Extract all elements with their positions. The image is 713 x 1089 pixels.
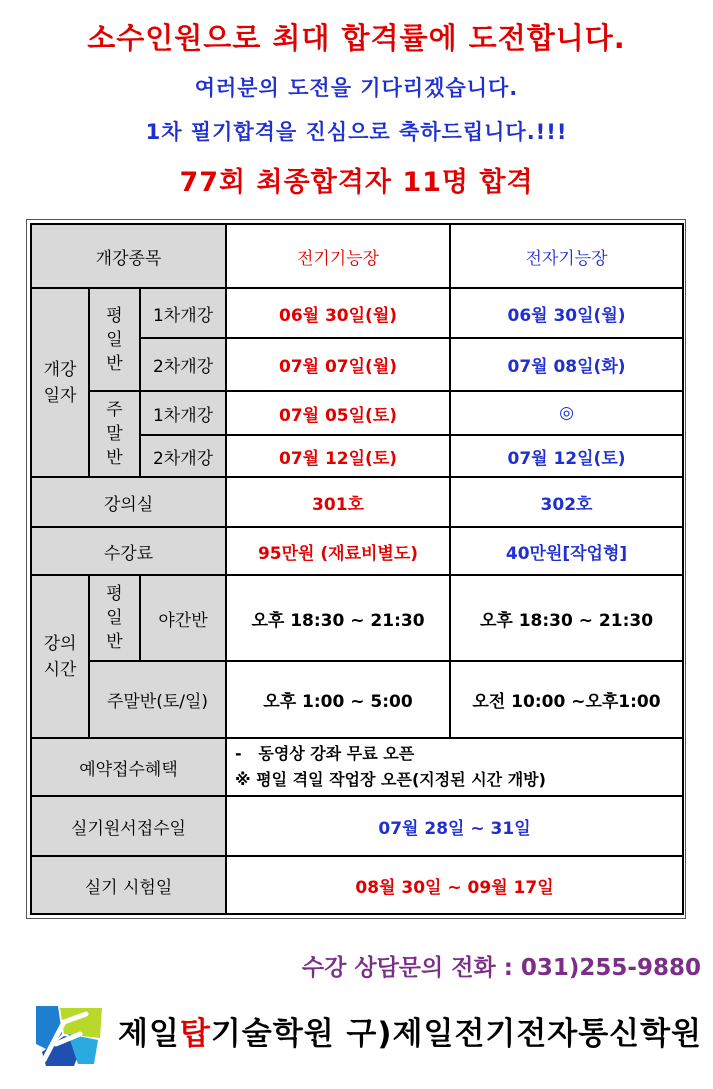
classroom-electric: 301호 bbox=[226, 477, 450, 527]
first-open-label: 1차개강 bbox=[140, 288, 226, 338]
table-row bbox=[31, 796, 683, 856]
weekday-label: 평 일 반 bbox=[89, 288, 140, 391]
col-electronic: 전자기능장 bbox=[450, 224, 683, 288]
brand-prefix: 제일 bbox=[118, 1016, 180, 1052]
brand-suffix: 기술학원 구)제일전기전자통신학원 bbox=[210, 1016, 703, 1052]
start-date-label: 개강 일자 bbox=[31, 288, 89, 477]
table-row bbox=[31, 527, 683, 575]
schedule-table bbox=[30, 223, 684, 915]
col-electric: 전기기능장 bbox=[226, 224, 450, 288]
weekend-label: 주 말 반 bbox=[89, 391, 140, 477]
classroom-electronic: 302호 bbox=[450, 477, 683, 527]
weekend-time-electric: 오후 1:00 ~ 5:00 bbox=[226, 661, 450, 738]
benefit-content bbox=[226, 738, 683, 796]
benefit-label: 예약접수혜택 bbox=[31, 738, 226, 796]
weekend-1-electric: 07월 05일(토) bbox=[226, 391, 450, 435]
subheadline-1: 여러분의 도전을 기다리겠습니다. bbox=[194, 76, 519, 100]
night-electric: 오후 18:30 ~ 21:30 bbox=[226, 575, 450, 661]
fee-label: 수강료 bbox=[31, 527, 226, 575]
exam-label: 실기 시험일 bbox=[31, 856, 226, 914]
first-open-label: 1차개강 bbox=[140, 391, 226, 435]
weekday-2-electric: 07월 07일(월) bbox=[226, 338, 450, 391]
academy-name bbox=[118, 1008, 702, 1053]
application-label: 실기원서접수일 bbox=[31, 796, 226, 856]
pass-result: 77회 최종합격자 11명 합격 bbox=[179, 167, 534, 198]
weekday-label: 평 일 반 bbox=[89, 575, 140, 661]
application-value: 07월 28일 ~ 31일 bbox=[226, 796, 683, 856]
benefit-item: ※ 평일 격일 작업장 오픈(지정된 시간 개방) bbox=[235, 770, 546, 789]
table-row bbox=[31, 856, 683, 914]
course-label: 개강종목 bbox=[31, 224, 226, 288]
table-row bbox=[31, 224, 683, 288]
headline: 소수인원으로 최대 합격률에 도전합니다. bbox=[87, 21, 626, 55]
table-row bbox=[31, 575, 683, 661]
weekday-2-electronic: 07월 08일(화) bbox=[450, 338, 683, 391]
lecture-time-label: 강의 시간 bbox=[31, 575, 89, 738]
classroom-label: 강의실 bbox=[31, 477, 226, 527]
table-row bbox=[31, 391, 683, 435]
weekend-class-label: 주말반(토/일) bbox=[89, 661, 226, 738]
contact-phone: 수강 상담문의 전화 : 031)255-9880 bbox=[301, 955, 701, 981]
table-row bbox=[31, 477, 683, 527]
weekday-1-electronic: 06월 30일(월) bbox=[450, 288, 683, 338]
table-row bbox=[31, 738, 683, 796]
exam-value: 08월 30일 ~ 09월 17일 bbox=[226, 856, 683, 914]
fee-electric: 95만원 (재료비별도) bbox=[226, 527, 450, 575]
second-open-label: 2차개강 bbox=[140, 435, 226, 477]
night-electronic: 오후 18:30 ~ 21:30 bbox=[450, 575, 683, 661]
weekend-2-electronic: 07월 12일(토) bbox=[450, 435, 683, 477]
night-class-label: 야간반 bbox=[140, 575, 226, 661]
fee-electronic: 40만원[작업형] bbox=[450, 527, 683, 575]
benefit-item: - 동영상 강좌 무료 오픈 bbox=[235, 744, 415, 763]
table-row bbox=[31, 661, 683, 738]
academy-logo-icon bbox=[34, 1004, 104, 1068]
brand-accent: 탑 bbox=[179, 1016, 211, 1052]
table-row bbox=[31, 288, 683, 338]
second-open-label: 2차개강 bbox=[140, 338, 226, 391]
weekend-2-electric: 07월 12일(토) bbox=[226, 435, 450, 477]
weekday-1-electric: 06월 30일(월) bbox=[226, 288, 450, 338]
subheadline-2: 1차 필기합격을 진심으로 축하드립니다.!!! bbox=[145, 120, 568, 144]
weekend-1-electronic: ◎ bbox=[450, 391, 683, 435]
weekend-time-electronic: 오전 10:00 ~오후1:00 bbox=[450, 661, 683, 738]
